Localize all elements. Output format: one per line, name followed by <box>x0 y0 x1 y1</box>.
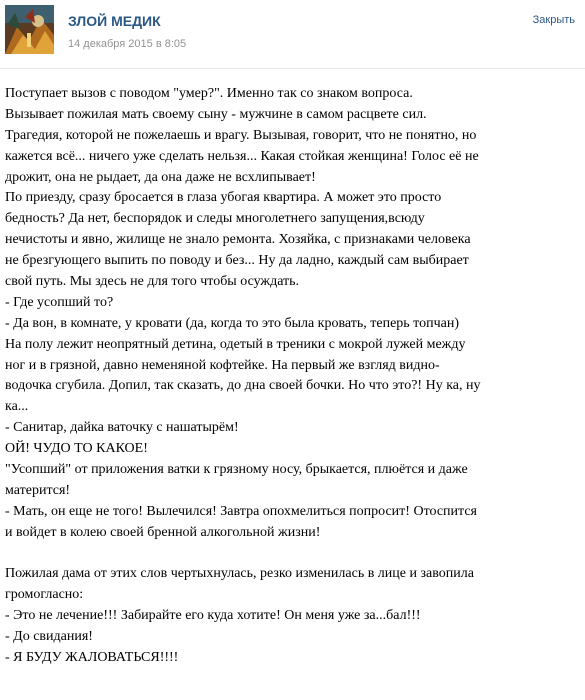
post-text-line: ног и в грязной, давно неменяной кофтейке. На первый же взгляд видно- <box>5 357 440 373</box>
post-text-line: - Где усопший то? <box>5 294 114 310</box>
post-text-line: - Это не лечение!!! Забирайте его куда хотите! Он меня уже за...бал!!! <box>5 608 421 624</box>
post-text-line: - Санитар, дайка ваточку с нашатырём! <box>5 420 239 436</box>
post-text-line: На полу лежит неопрятный детина, одетый в треники с мокрой лужей между <box>5 336 466 352</box>
header-divider <box>0 68 585 69</box>
post-text-line: Поступает вызов с поводом "умер?". Именно так со знаком вопроса. <box>5 86 413 101</box>
post-text-line: ОЙ! ЧУДО ТО КАКОЕ! <box>5 441 148 457</box>
post-date[interactable]: 14 декабря 2015 в 8:05 <box>68 38 187 50</box>
post-text-line: и войдет в колею своей бренной алкогольной жизни! <box>5 524 321 540</box>
post-text-line: не брезгующего выпить по поводу и без... Ну да ладно, каждый сам выбирает <box>5 253 469 269</box>
post-text-line: ка... <box>5 399 29 415</box>
post-text-line: "Усопший" от приложения ватки к грязному носу, брыкается, плюётся и даже <box>5 462 468 478</box>
author-avatar[interactable] <box>5 5 54 54</box>
post-text-line <box>5 544 577 565</box>
post-text-line: дрожит, она не рыдает, да она даже не всхлипывает! <box>5 169 316 185</box>
post-header <box>0 0 585 70</box>
post-text-line: громогласно: <box>5 587 84 603</box>
post-text-line: Трагедия, которой не пожелаешь и врагу. Вызывая, говорит, что не понятно, но <box>5 127 477 143</box>
post-text-line: бедность? Да нет, беспорядок и следы многолетнего запущения,всюду <box>5 211 425 227</box>
post-text-line: - Да вон, в комнате, у кровати (да, когда то это была кровать, теперь топчан) <box>5 315 460 331</box>
post-text-line: кажется всё... ничего уже сделать нельзя... Какая стойкая женщина! Голос её не <box>5 148 479 164</box>
post-text-line: Пожилая дама от этих слов чертыхнулась, резко изменилась в лице и завопила <box>5 566 474 582</box>
post-text-line: - Я БУДУ ЖАЛОВАТЬСЯ!!!! <box>5 650 179 666</box>
post-text <box>5 84 577 669</box>
post-text-line: водочка сгубила. Допил, так сказать, до дна своей бочки. Но что это?! Ну ка, ну <box>5 378 481 394</box>
post-text-line: По приезду, сразу бросается в глаза убогая квартира. А может это просто <box>5 190 442 206</box>
post-text-line: - До свидания! <box>5 629 93 645</box>
author-name-link[interactable]: ЗЛОЙ МЕДИК <box>68 13 161 29</box>
author-avatar-image <box>5 5 54 54</box>
post-text-line: Вызывает пожилая мать своему сыну - мужчине в самом расцвете сил. <box>5 106 427 122</box>
post-text-line: - Мать, он еще не того! Вылечился! Завтра опохмелиться попросит! Отоспится <box>5 503 477 519</box>
post-text-line: свой путь. Мы здесь не для того чтобы осуждать. <box>5 274 300 290</box>
close-link[interactable]: Закрыть <box>532 14 575 26</box>
post-text-line: нечистоты и явно, жилище не знало ремонта. Хозяйка, с признаками человека <box>5 232 471 248</box>
post-text-line: матерится! <box>5 482 71 498</box>
